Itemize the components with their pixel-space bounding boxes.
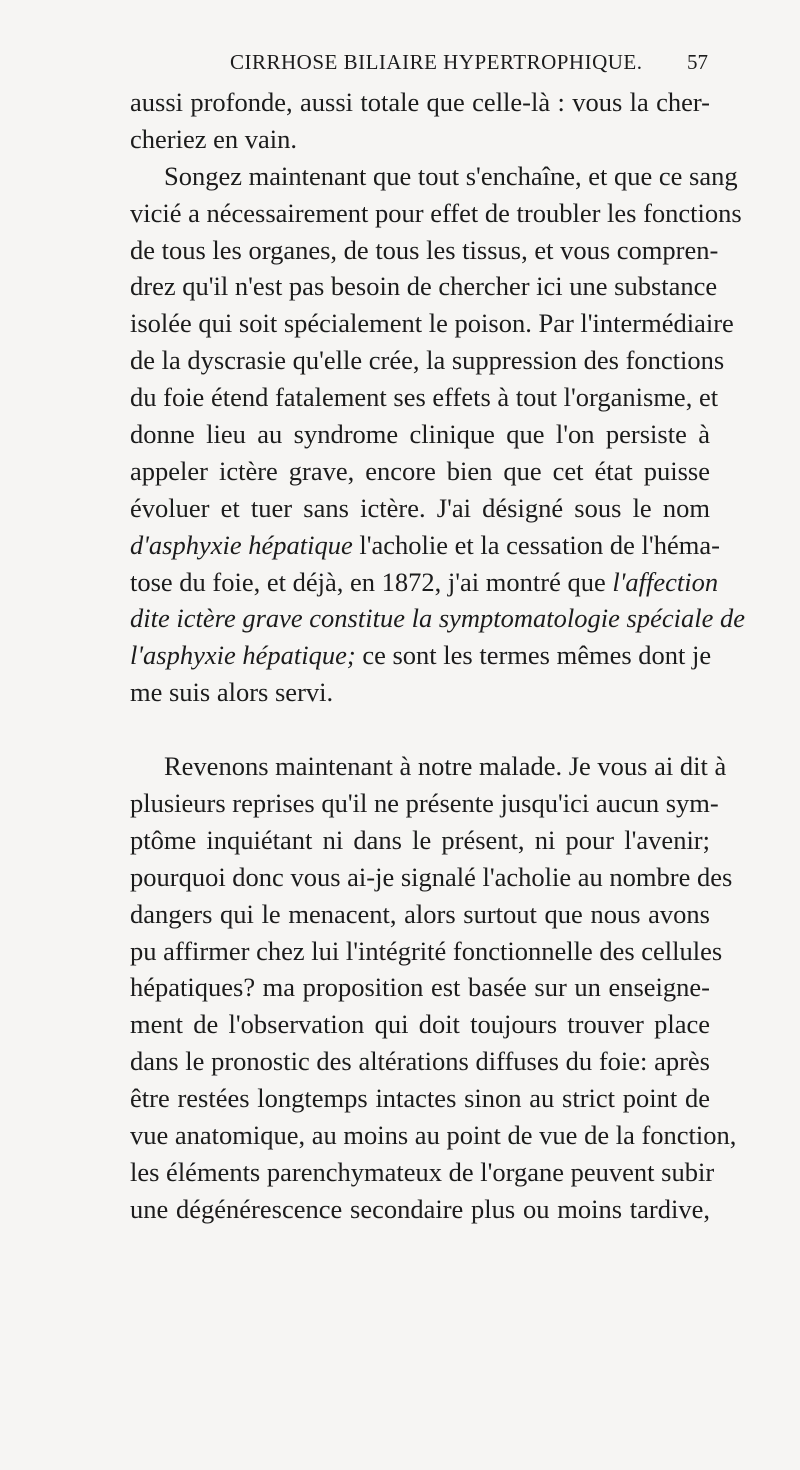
italic-term: l'affection [612,566,719,597]
text-span: tose du foie, et déjà, en 1872, j'ai montré que [130,566,613,597]
text-line: de la dyscrasie qu'elle crée, la suppression des fonctions [130,345,725,376]
text-line: pu affirmer chez lui l'intégrité fonctionnelle des cellules [130,935,723,966]
page-header [130,50,708,80]
text-line: de tous les organes, de tous les tissus, et vous compren- [130,234,719,265]
italic-term: l'asphyxie hépatique; [130,640,356,671]
text-line: être restées longtemps intactes sinon au strict point de [130,1083,710,1114]
text-line: isolée qui soit spécialement le poison. Par l'intermédiaire [130,308,734,339]
text-line: plusieurs reprises qu'il ne présente jusqu'ici aucun sym- [130,788,719,819]
paragraph-1 [130,84,710,158]
italic-term: d'asphyxie hépatique [130,529,353,560]
text-line: du foie étend fatalement ses effets à tout l'organisme, et [130,382,719,413]
text-line: Songez maintenant que tout s'enchaîne, et que ce sang [164,160,738,191]
text-span: ce sont les termes mêmes dont je [355,640,712,671]
text-line: ment de l'observation qui doit toujours trouver place [130,1009,710,1040]
text-line: pourquoi donc vous ai-je signalé l'acholie au nombre des [130,861,733,892]
text-line: hépatiques? ma proposition est basée sur un enseigne- [130,972,710,1003]
text-line: vicié a nécessairement pour effet de troubler les fonctions [130,197,742,228]
text-line [130,564,719,601]
text-span: l'acholie et la cessation de l'héma- [352,529,720,560]
text-line: vue anatomique, au moins au point de vue de la fonction, [130,1120,737,1151]
paragraph-3 [130,748,737,1228]
text-line: appeler ictère grave, encore bien que cet état puisse [130,455,710,486]
text-line [130,527,720,564]
text-line: dans le pronostic des altérations diffuses du foie: après [130,1046,710,1077]
page-number: 57 [687,50,708,74]
text-line: dite ictère grave constitue la symptomatologie spéciale de [130,603,745,634]
text-line: donne lieu au syndrome clinique que l'on persiste à [130,419,710,450]
text-line: ptôme inquiétant ni dans le présent, ni pour l'avenir; [130,824,710,855]
text-line: drez qu'il n'est pas besoin de chercher ici une substance [130,271,718,302]
running-title: CIRRHOSE BILIAIRE HYPERTROPHIQUE. [230,50,643,74]
body-text [130,84,745,1228]
text-line: cheriez en vain. [130,123,297,154]
text-line: les éléments parenchymateux de l'organe peuvent subir [130,1156,715,1187]
paragraph-2 [130,158,745,711]
text-line: Revenons maintenant à notre malade. Je vous ai dit à [164,751,727,782]
text-line: aussi profonde, aussi totale que celle-là : vous la cher- [130,87,710,117]
text-line: me suis alors servi. [130,677,334,708]
text-line: une dégénérescence secondaire plus ou moins tardive, [130,1193,710,1224]
text-line: dangers qui le menacent, alors surtout que nous avons [130,898,710,929]
paragraph-gap [130,711,710,748]
text-line [130,637,710,674]
text-line: évoluer et tuer sans ictère. J'ai désigné sous le nom [130,492,710,523]
